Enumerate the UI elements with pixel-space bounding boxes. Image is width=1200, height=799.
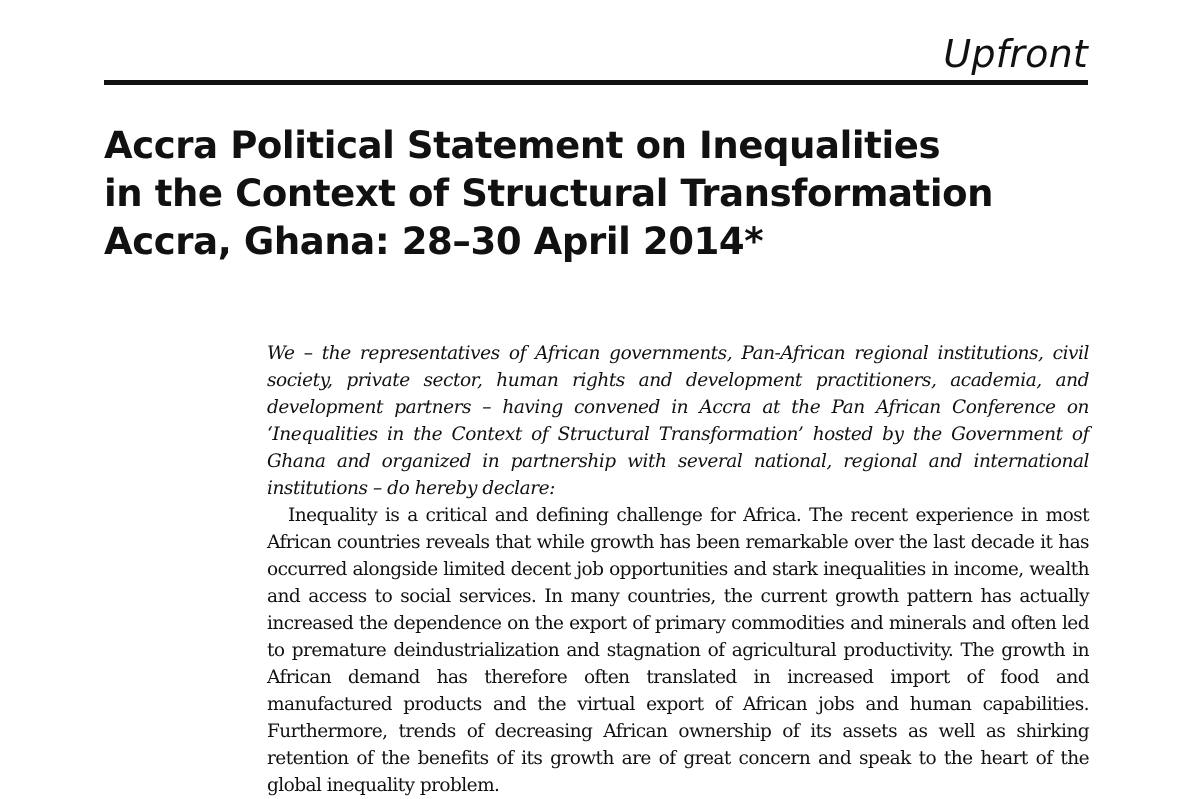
title-line-1: Accra Political Statement on Inequalities (104, 124, 941, 167)
preamble-paragraph: We – the representatives of African governments, Pan-African regional institutions, civil society, private sector, human rights and development practitioners, academia, and development partners – having convened in Accra at the Pan African Conference on ‘Inequalities in the Context of Structural Transformation’ hosted by the Government of Ghana and organized in partnership with several national, regional and international institutions – do hereby declare: (267, 343, 1089, 499)
body-paragraph: Inequality is a critical and defining challenge for Africa. The recent experience in most African countries reveals that while growth has been remarkable over the last decade it has occurred alongside limited decent job opportunities and stark inequalities in income, wealth and access to social services. In many countries, the current growth pattern has actually increased the dependence on the export of primary commodities and minerals and often led to premature deindustrialization and stagnation of agricultural productivity. The growth in African demand has therefore often translated in increased import of food and manufactured products and the virtual export of African jobs and human capabilities. Furthermore, trends of decreasing African ownership of its assets as well as shirking retention of the benefits of its growth are of great concern and speak to the heart of the global inequality problem. (267, 505, 1089, 796)
header-rule (104, 80, 1088, 85)
section-label: Upfront (943, 32, 1088, 76)
article-body (267, 340, 1089, 799)
title-line-3: Accra, Ghana: 28–30 April 2014* (104, 220, 764, 263)
article-title (104, 122, 1104, 266)
title-line-2: in the Context of Structural Transformation (104, 172, 994, 215)
